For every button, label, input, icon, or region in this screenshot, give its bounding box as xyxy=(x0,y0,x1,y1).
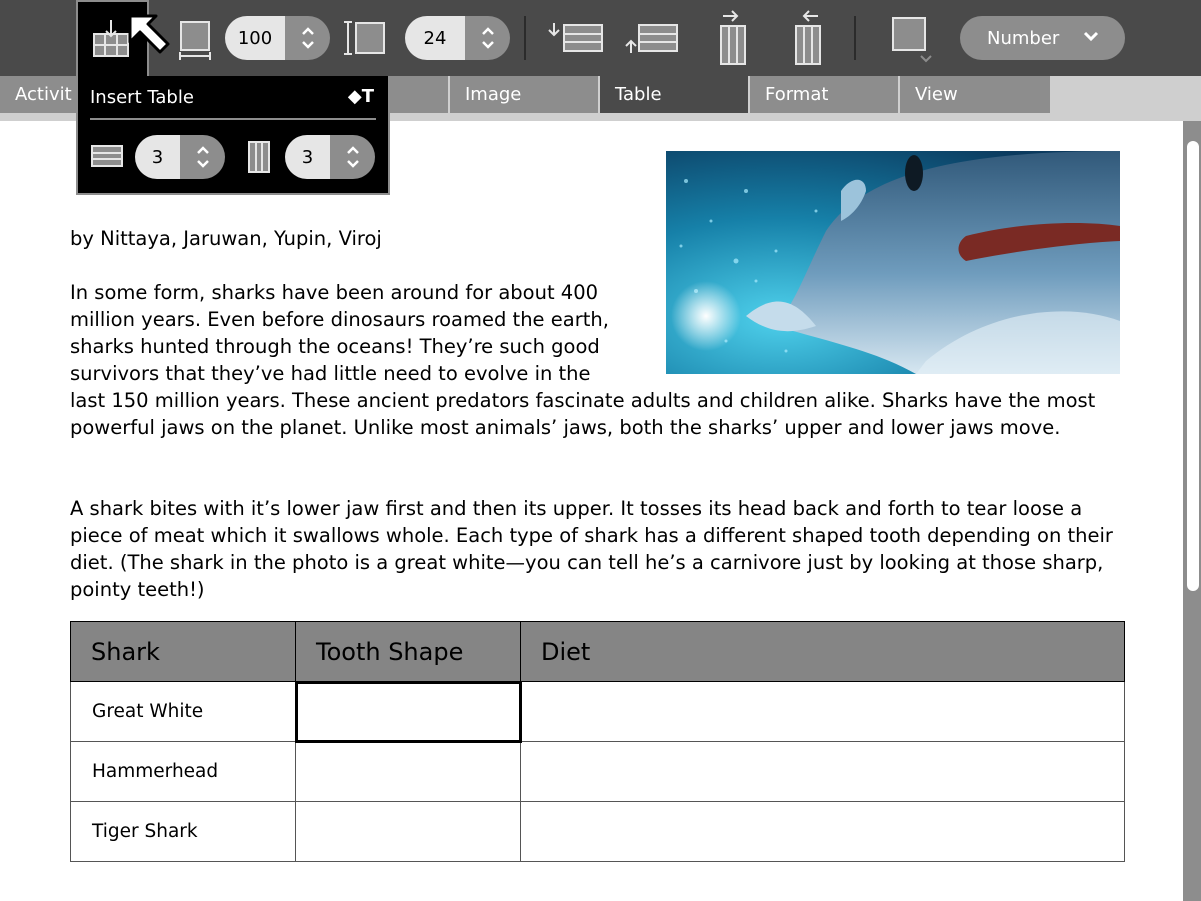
paragraph-line: In some form, sharks have been around for about 400 xyxy=(70,281,599,304)
palette-title: Insert Table xyxy=(90,87,194,108)
shark-photo[interactable] xyxy=(666,151,1120,374)
insert-column-left-icon xyxy=(792,10,824,66)
image-frame-icon xyxy=(177,16,213,60)
rows-icon xyxy=(90,140,124,170)
table-cell[interactable]: Tiger Shark xyxy=(71,802,296,862)
insert-table-button[interactable] xyxy=(76,0,149,78)
toolbar-separator xyxy=(854,16,856,60)
tab-table[interactable]: Table xyxy=(600,76,748,113)
tab-view[interactable]: View xyxy=(900,76,1050,113)
table-header-cell[interactable]: Shark xyxy=(71,622,296,682)
chevron-down-icon[interactable] xyxy=(481,40,495,49)
cell-border-icon xyxy=(886,10,932,66)
columns-value[interactable]: 3 xyxy=(285,135,330,179)
table-header-cell[interactable]: Diet xyxy=(521,622,1125,682)
insert-table-palette xyxy=(76,76,390,195)
insert-row-below-button[interactable] xyxy=(545,0,605,76)
palette-shortcut: ◆T xyxy=(347,86,374,107)
table-cell-selected[interactable] xyxy=(296,682,521,742)
zoom-stepper[interactable] xyxy=(225,16,330,60)
chevron-down-icon[interactable] xyxy=(196,159,210,168)
insert-row-above-icon xyxy=(621,21,679,55)
table-row xyxy=(71,802,1125,862)
vertical-scrollbar[interactable] xyxy=(1183,121,1201,901)
paragraph-line: million years. Even before dinosaurs roamed the earth, xyxy=(70,308,609,331)
format-combo-label: Number xyxy=(987,27,1060,49)
tab-format[interactable]: Format xyxy=(750,76,898,113)
chevron-up-icon[interactable] xyxy=(301,27,315,36)
table-cell[interactable] xyxy=(521,802,1125,862)
spacing-stepper[interactable] xyxy=(405,16,510,60)
insert-column-left-button[interactable] xyxy=(785,0,831,76)
chevron-down-icon xyxy=(1083,30,1099,42)
paragraph-1-continued: last 150 million years. These ancient predators fascinate adults and children alike. Sharks have the most powerful jaws on the planet. Unlike most animals’ jaws, both the sharks’ upper and lower jaws move. xyxy=(70,389,1096,439)
rows-value[interactable]: 3 xyxy=(135,135,180,179)
tab-image[interactable]: Image xyxy=(450,76,598,113)
document-byline: by Nittaya, Jaruwan, Yupin, Viroj xyxy=(70,227,382,250)
column-width-button[interactable] xyxy=(342,0,390,76)
table-row xyxy=(71,742,1125,802)
pointer-cursor-icon xyxy=(126,12,172,62)
table-cell[interactable] xyxy=(521,682,1125,742)
chevron-down-icon[interactable] xyxy=(301,40,315,49)
table-cell[interactable]: Great White xyxy=(71,682,296,742)
table-cell[interactable] xyxy=(296,742,521,802)
format-combo[interactable] xyxy=(960,16,1125,60)
table-row xyxy=(71,682,1125,742)
spacing-value[interactable]: 24 xyxy=(405,16,465,60)
paragraph-line: survivors that they’ve had little need to evolve in the xyxy=(70,362,591,385)
paragraph-line: sharks hunted through the oceans! They’re such good xyxy=(70,335,600,358)
document-canvas[interactable] xyxy=(0,121,1183,901)
paragraph-2: A shark bites with it’s lower jaw first and then its upper. It tosses its head back and forth to tear loose a piece of meat which it swallows whole. Each type of shark has a different shaped tooth depending on their diet. (The shark in the photo is a great white—you can tell he’s a carnivore just by looking at those sharp, pointy teeth!) xyxy=(70,497,1113,601)
table-header-cell[interactable]: Tooth Shape xyxy=(296,622,521,682)
columns-icon xyxy=(246,140,272,174)
table-cell[interactable] xyxy=(521,742,1125,802)
insert-row-above-button[interactable] xyxy=(620,0,680,76)
chevron-up-icon[interactable] xyxy=(481,27,495,36)
table-cell[interactable]: Hammerhead xyxy=(71,742,296,802)
shark-table[interactable] xyxy=(70,621,1125,862)
toolbar xyxy=(0,0,1201,76)
tab-activity[interactable]: Activit xyxy=(0,76,148,113)
insert-column-right-icon xyxy=(717,10,749,66)
palette-divider xyxy=(90,118,376,120)
shark-image xyxy=(666,151,1120,374)
columns-stepper[interactable] xyxy=(285,135,375,179)
rows-stepper[interactable] xyxy=(135,135,225,179)
chevron-up-icon[interactable] xyxy=(346,146,360,155)
toolbar-separator xyxy=(524,16,526,60)
cell-border-button[interactable] xyxy=(884,0,934,76)
chevron-up-icon[interactable] xyxy=(196,146,210,155)
table-header-row xyxy=(71,622,1125,682)
chevron-down-icon[interactable] xyxy=(346,159,360,168)
zoom-value[interactable]: 100 xyxy=(225,16,285,60)
paragraph-1-wrapped xyxy=(70,279,666,387)
scrollbar-thumb[interactable] xyxy=(1187,141,1199,591)
insert-row-below-icon xyxy=(546,21,604,55)
insert-column-right-button[interactable] xyxy=(710,0,756,76)
column-width-icon xyxy=(344,18,388,58)
table-cell[interactable] xyxy=(296,802,521,862)
image-resize-button[interactable] xyxy=(175,0,215,76)
